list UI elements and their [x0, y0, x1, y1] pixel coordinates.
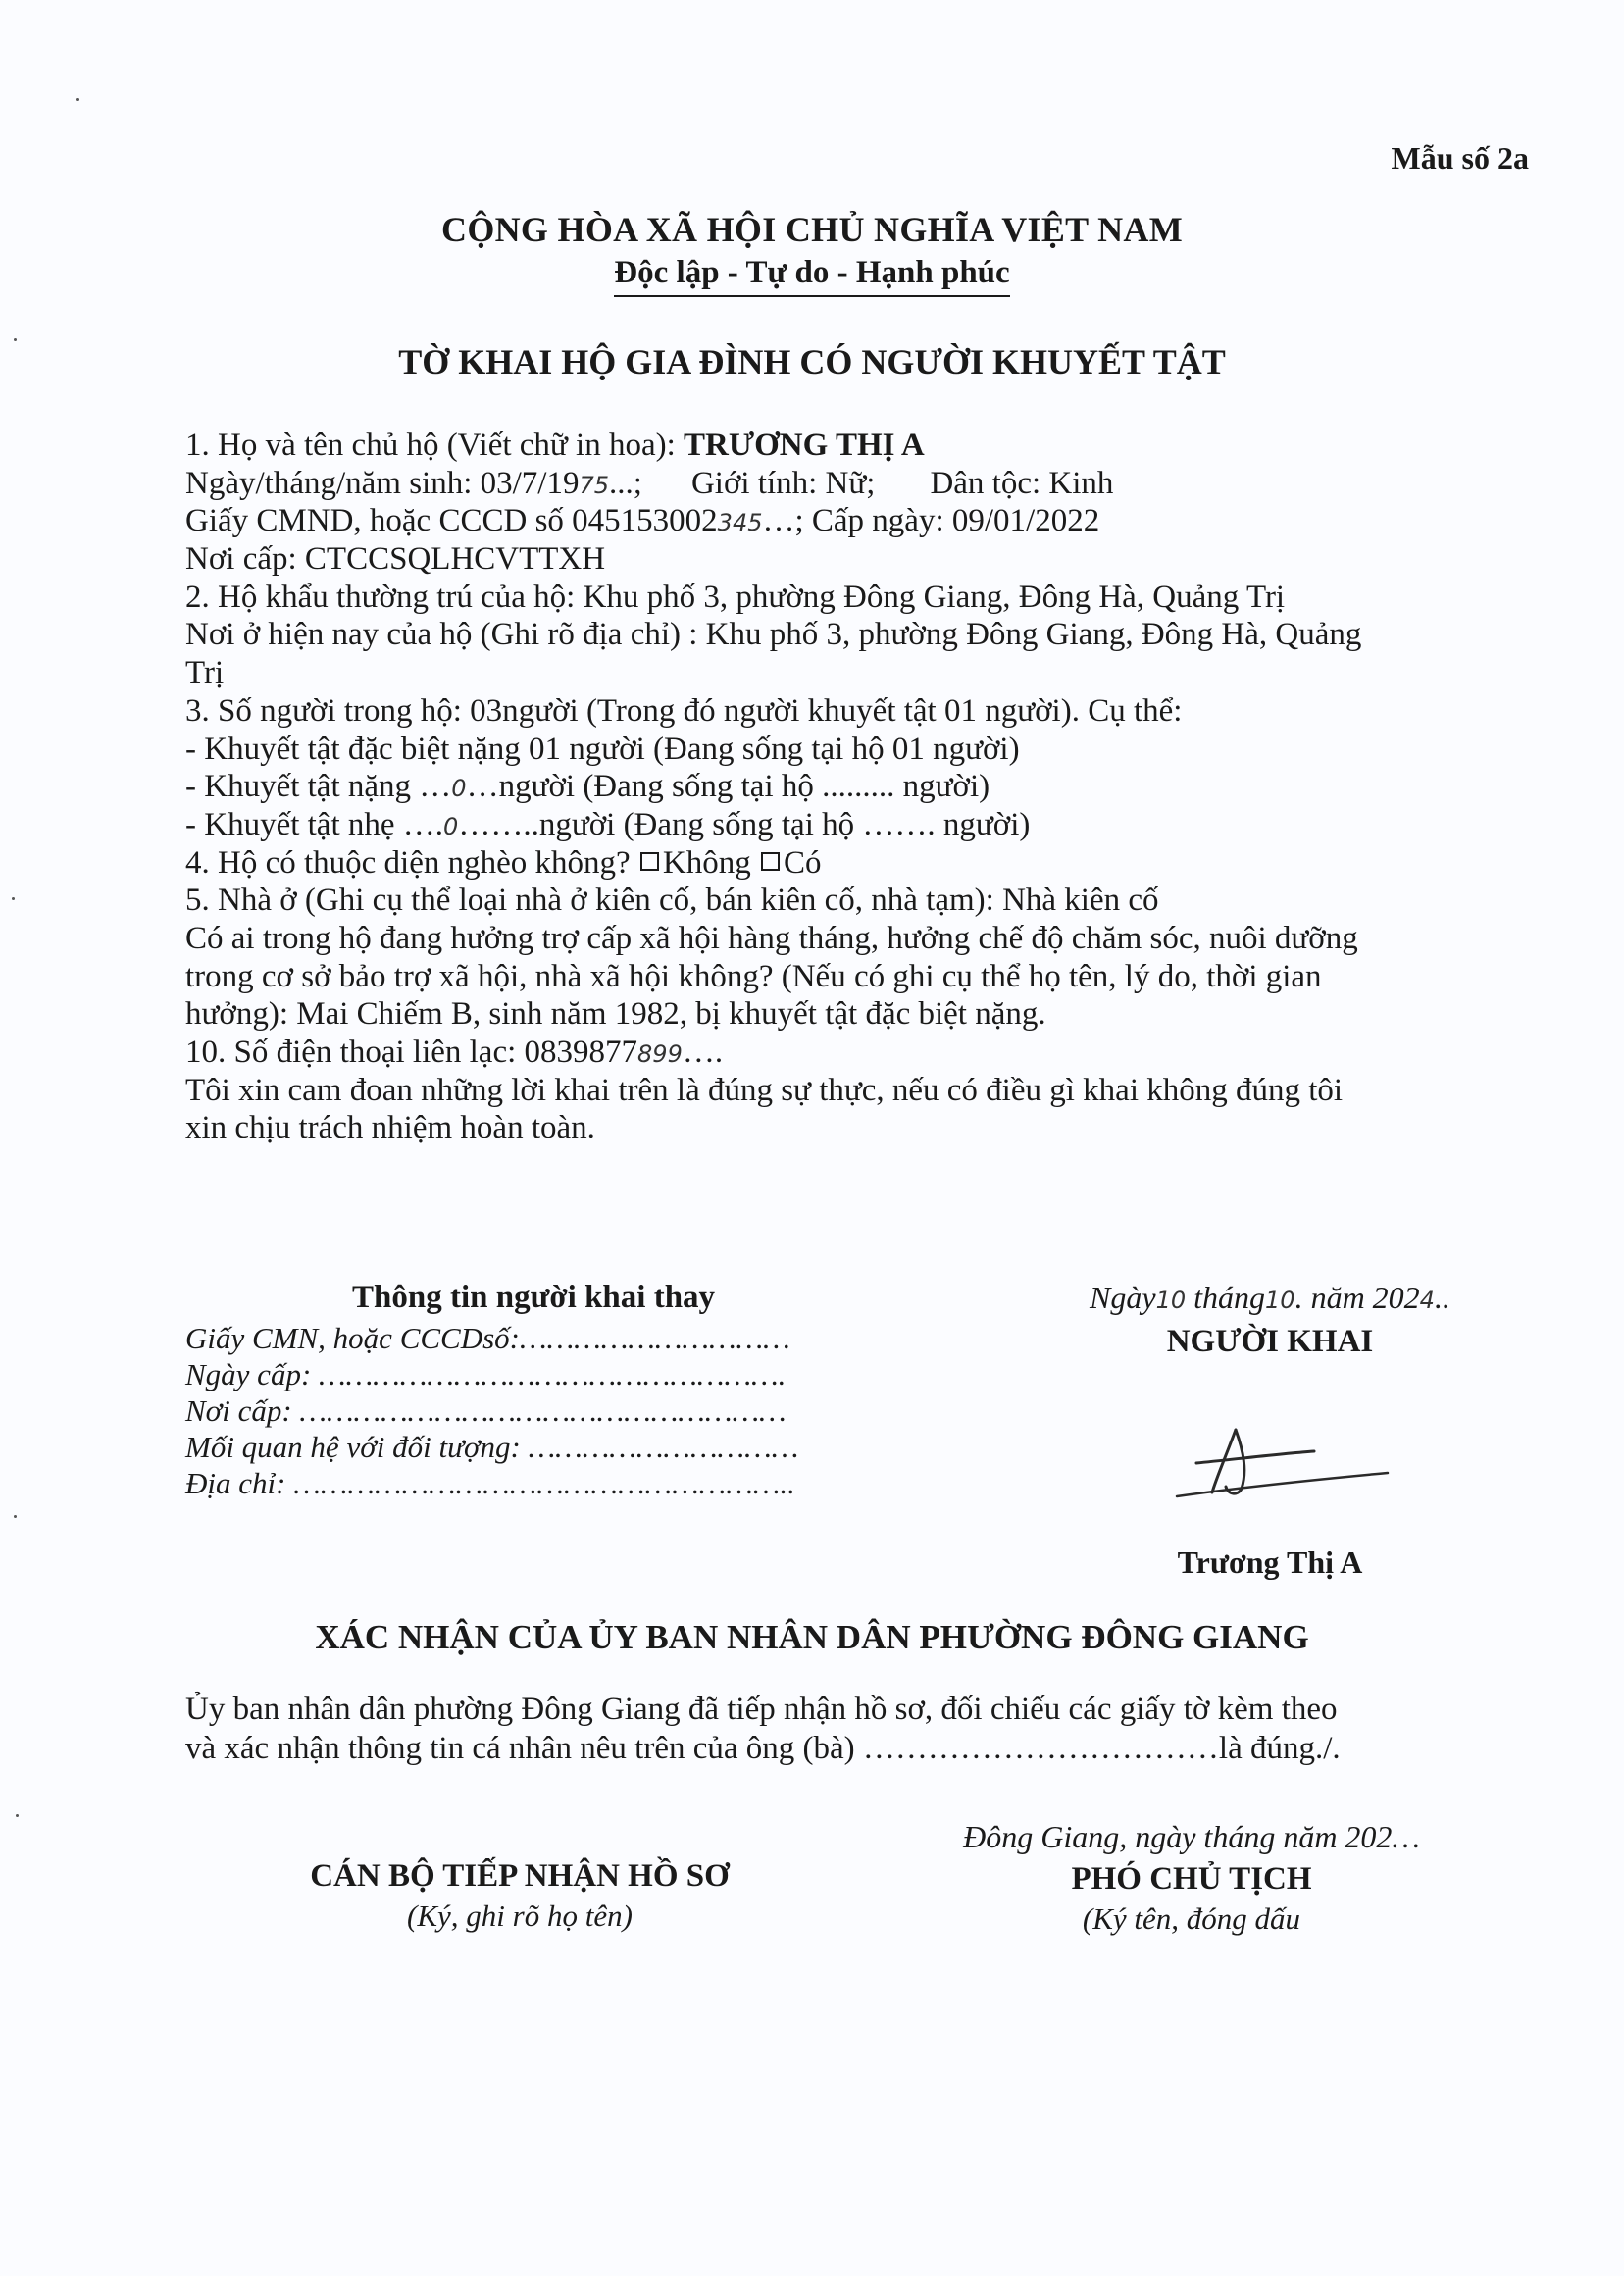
confirmation-title: XÁC NHẬN CỦA ỦY BAN NHÂN DÂN PHƯỜNG ĐÔNG GIANG	[315, 1618, 1309, 1656]
handwritten-signature	[1167, 1402, 1393, 1510]
declaration-date	[1035, 1280, 1505, 1316]
document-title: TỜ KHAI HỘ GIA ĐÌNH CÓ NGƯỜI KHUYẾT TẬT	[398, 342, 1226, 381]
declarant-signature-block	[1035, 1280, 1505, 1580]
motto-wrapper	[0, 255, 1624, 297]
id-tail: …; Cấp ngày: 09/01/2022	[762, 503, 1100, 539]
ethnicity: Dân tộc: Kinh	[930, 465, 1114, 501]
poverty-question: 4. Hộ có thuộc diện nghèo không?	[185, 844, 638, 881]
allowance-row-3: hưởng): Mai Chiếm B, sinh năm 1982, bị khuyết tật đặc biệt nặng.	[185, 996, 1046, 1033]
place-and-date: Đông Giang, ngày tháng năm 202…	[963, 1819, 1420, 1854]
current-address-row-cont: Trị	[185, 655, 225, 691]
confirmation-line-1: Ủy ban nhân dân phường Đông Giang đã tiếp nhận hồ sơ, đối chiếu các giấy tờ kèm theo	[185, 1692, 1338, 1727]
date-month-handwritten: 10	[1265, 1287, 1295, 1314]
allowance-row-2: trong cơ sở bảo trợ xã hội, nhà xã hội không? (Nếu có ghi cụ thể họ tên, lý do, thời gian	[185, 958, 1322, 994]
scan-speck	[76, 98, 79, 101]
household-members-row: 3. Số người trong hộ: 03người (Trong đó người khuyết tật 01 người). Cụ thể:	[185, 692, 1183, 729]
form-number: Mẫu số 2a	[1391, 140, 1529, 176]
proxy-relation-field[interactable]: Mối quan hệ với đối tượng: …………………………	[185, 1430, 799, 1464]
commitment-row-2: xin chịu trách nhiệm hoàn toàn.	[185, 1110, 595, 1146]
housing-row: 5. Nhà ở (Ghi cụ thể loại nhà ở kiên cố, bán kiên cố, nhà tạm): Nhà kiên cố	[185, 883, 1159, 919]
date-year-label: . năm 202	[1294, 1280, 1420, 1315]
scan-speck	[14, 338, 17, 341]
current-address-row: Nơi ở hiện nay của hộ (Ghi rõ địa chỉ) : Khu phố 3, phường Đông Giang, Đông Hà, Quảng	[185, 617, 1362, 653]
phone-label: 10. Số điện thoại liên lạc: 0839877	[185, 1035, 638, 1070]
severe-label: - Khuyết tật nặng …	[185, 769, 452, 805]
householder-name-label: 1. Họ và tên chủ hộ (Viết chữ in hoa):	[185, 428, 685, 463]
proxy-issue-place-field[interactable]: Nơi cấp: ………………………………………………	[185, 1393, 787, 1428]
scan-speck	[14, 1515, 17, 1518]
phone-tail: ….	[682, 1035, 724, 1070]
phone-row	[185, 1034, 1539, 1072]
mild-handwritten: 0	[443, 812, 459, 840]
date-tail: ..	[1434, 1280, 1450, 1315]
birth-gender-ethnicity-row	[185, 465, 1539, 503]
date-day-handwritten: 10	[1155, 1287, 1187, 1314]
mild-label: - Khuyết tật nhẹ ….	[185, 806, 444, 842]
proxy-address-field[interactable]: Địa chỉ: ………………………………………………..	[185, 1466, 795, 1500]
mild-row	[185, 806, 1539, 844]
confirmation-text	[185, 1690, 1341, 1768]
date-day-label: Ngày	[1090, 1280, 1156, 1315]
declarant-role: NGƯỜI KHAI	[1166, 1324, 1374, 1359]
severe-row	[185, 768, 1539, 806]
special-severe-row: - Khuyết tật đặc biệt nặng 01 người (Đang sống tại hộ 01 người)	[185, 731, 1020, 767]
householder-name-value: TRƯƠNG THỊ A	[684, 428, 925, 463]
date-month-label: tháng	[1186, 1280, 1266, 1315]
allowance-row-1: Có ai trong hộ đang hưởng trợ cấp xã hội hàng tháng, hưởng chế độ chăm sóc, nuôi dưỡng	[185, 920, 1358, 956]
gender: Giới tính: Nữ;	[690, 465, 876, 501]
option-no-label: Không	[662, 844, 759, 881]
checkbox-no[interactable]	[640, 852, 659, 871]
proxy-declarant-section	[185, 1280, 798, 1501]
scan-speck	[12, 897, 15, 900]
mild-tail: ……..người (Đang sống tại hộ ……. người)	[458, 806, 1031, 842]
approver-title: PHÓ CHỦ TỊCH	[1071, 1861, 1312, 1897]
id-label: Giấy CMND, hoặc CCCD số 045153002	[185, 503, 718, 539]
dob-tail: ...;	[609, 465, 642, 501]
poverty-row	[185, 844, 1539, 883]
proxy-title: Thông tin người khai thay	[352, 1280, 716, 1315]
issue-place-row: Nơi cấp: CTCCSQLHCVTTXH	[185, 541, 606, 578]
national-motto: Độc lập - Tự do - Hạnh phúc	[614, 255, 1009, 297]
severe-tail: …người (Đang sống tại hộ ......... người)	[466, 769, 990, 805]
national-title: CỘNG HÒA XÃ HỘI CHỦ NGHĨA VIỆT NAM	[441, 210, 1183, 249]
permanent-address-row: 2. Hộ khẩu thường trú của hộ: Khu phố 3, phường Đông Giang, Đông Hà, Quảng Trị	[185, 579, 1286, 615]
approver-note: (Ký tên, đóng dấu	[1082, 1901, 1301, 1936]
householder-name-row	[185, 427, 1539, 465]
confirmation-line-2: và xác nhận thông tin cá nhân nêu trên của ông (bà) ……………………………là đúng./.	[185, 1731, 1341, 1766]
approver-signature-block	[838, 1819, 1545, 1937]
dob-label: Ngày/tháng/năm sinh: 03/7/19	[185, 465, 580, 501]
receiver-note: (Ký, ghi rõ họ tên)	[407, 1898, 633, 1933]
receiver-signature-block	[245, 1858, 794, 1934]
severe-handwritten: 0	[451, 775, 467, 803]
proxy-id-field[interactable]: Giấy CMN, hoặc CCCDsố:…………………………	[185, 1321, 790, 1355]
dob-handwritten: 75	[579, 471, 610, 499]
checkbox-yes[interactable]	[761, 852, 780, 871]
date-year-handwritten: 4	[1419, 1287, 1435, 1314]
scan-speck	[16, 1814, 19, 1817]
id-card-row	[185, 502, 1539, 540]
proxy-issue-date-field[interactable]: Ngày cấp: …………………………………………….	[185, 1357, 787, 1391]
id-handwritten: 345	[717, 509, 763, 537]
receiver-title: CÁN BỘ TIẾP NHẬN HỒ SƠ	[310, 1858, 730, 1894]
phone-handwritten: 899	[637, 1040, 683, 1068]
declarant-name: Trương Thị A	[1177, 1544, 1363, 1580]
option-yes-label: Có	[784, 844, 822, 881]
form-body	[185, 427, 1539, 1147]
commitment-row-1: Tôi xin cam đoan những lời khai trên là đúng sự thực, nếu có điều gì khai không đúng tôi	[185, 1072, 1344, 1108]
